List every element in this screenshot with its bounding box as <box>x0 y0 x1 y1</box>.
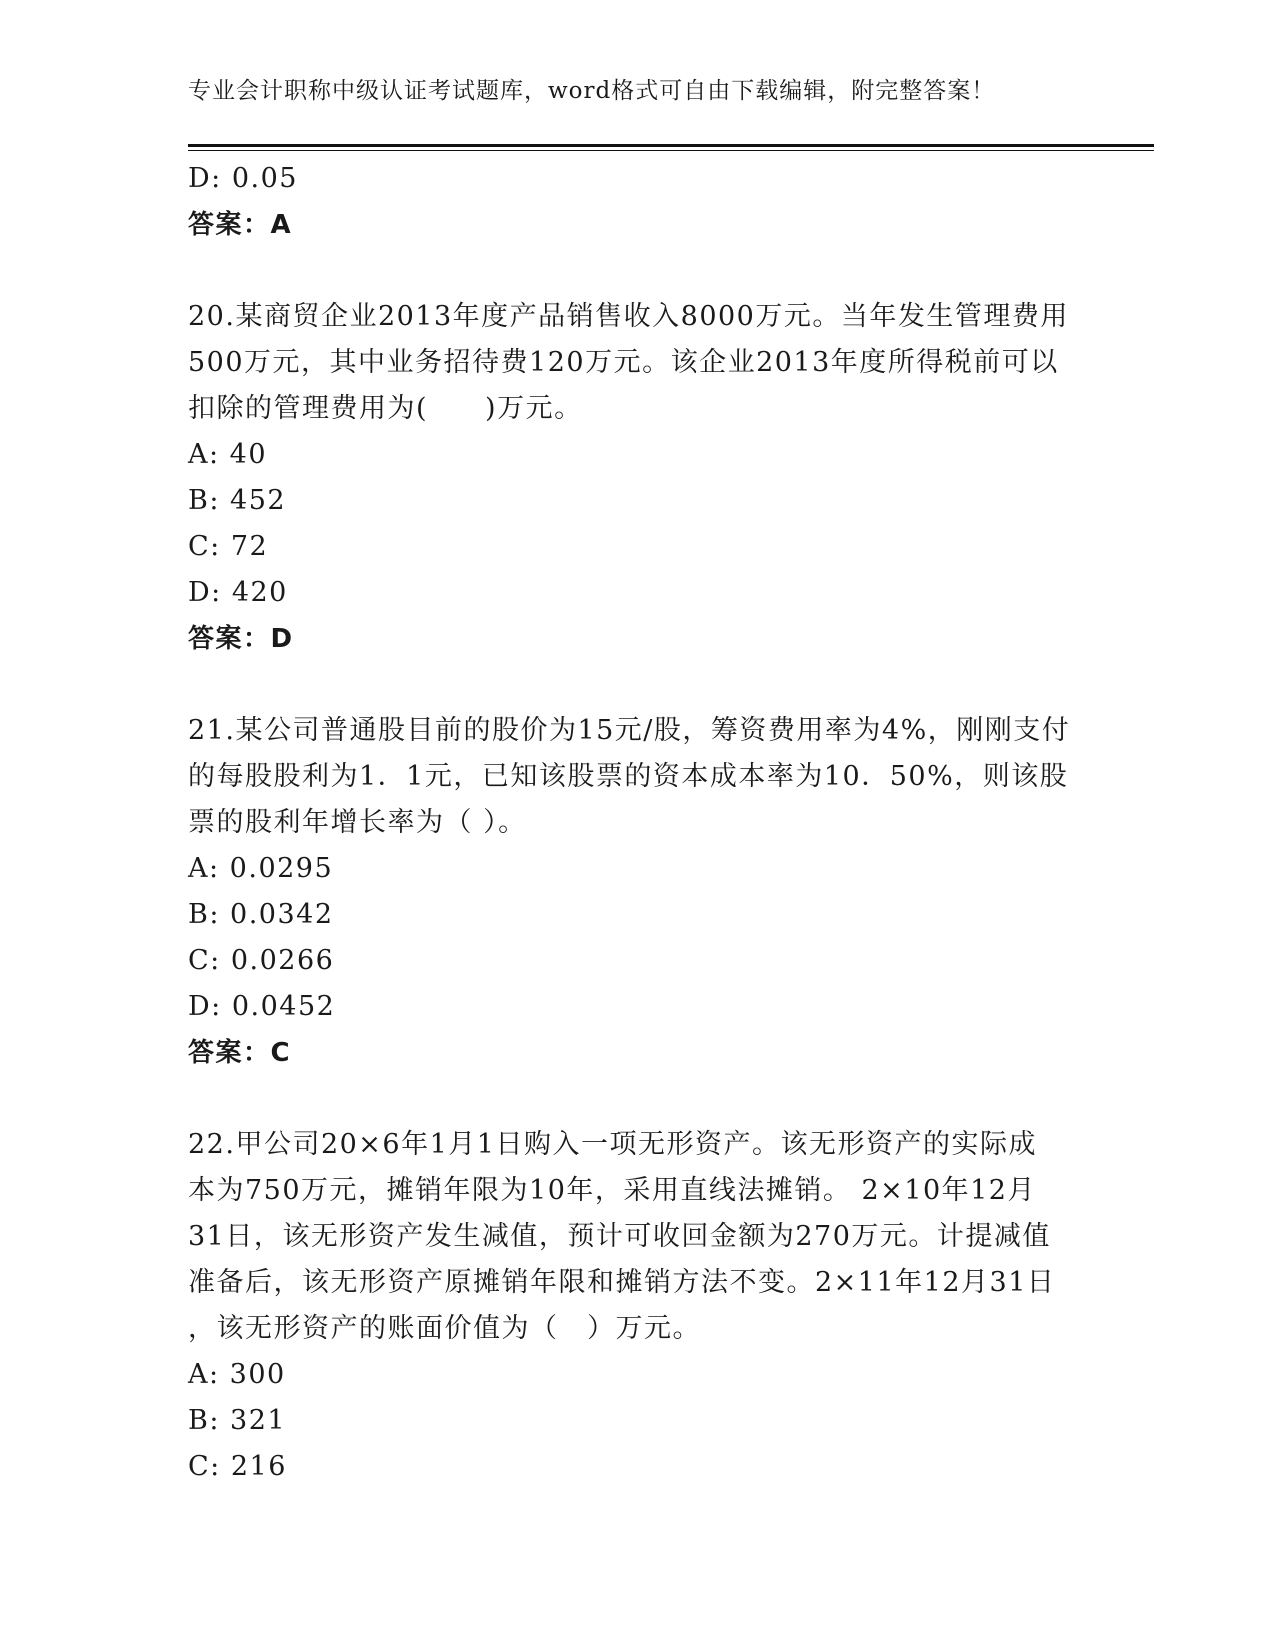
option-d: D: 420 <box>188 577 288 608</box>
answer-line: 答案：A <box>188 210 293 240</box>
question-text-line: 扣除的管理费用为( )万元。 <box>188 393 583 424</box>
document-body <box>188 156 1088 1490</box>
option-b: B: 452 <box>188 485 287 516</box>
question-20 <box>188 294 1088 662</box>
question-text-line: 票的股利年增长率为（ ）。 <box>188 807 527 838</box>
question-text-line: 31日，该无形资产发生减值，预计可收回金额为270万元。计提减值 <box>188 1221 1051 1252</box>
question-text-line: 21.某公司普通股目前的股价为15元/股，筹资费用率为4%，刚刚支付 <box>188 715 1071 746</box>
question-text-line: 22.甲公司20×6年1月1日购入一项无形资产。该无形资产的实际成 <box>188 1129 1037 1160</box>
prev-question <box>188 156 1088 248</box>
question-text-line: 500万元，其中业务招待费120万元。该企业2013年度所得税前可以 <box>188 347 1059 378</box>
option-a: A: 0.0295 <box>188 853 334 884</box>
question-text-line: 20.某商贸企业2013年度产品销售收入8000万元。当年发生管理费用 <box>188 301 1069 332</box>
option-a: A: 300 <box>188 1359 286 1390</box>
option-b: B: 321 <box>188 1405 287 1436</box>
header-divider <box>188 144 1154 147</box>
question-21 <box>188 708 1088 1076</box>
question-text-line: 本为750万元，摊销年限为10年，采用直线法摊销。 2×10年12月 <box>188 1175 1036 1206</box>
question-text-line: ，该无形资产的账面价值为（ ）万元。 <box>188 1313 701 1344</box>
option-a: A: 40 <box>188 439 268 470</box>
option-c: C: 0.0266 <box>188 945 335 976</box>
header-divider-thin <box>188 150 1154 151</box>
option-d: D: 0.0452 <box>188 991 336 1022</box>
question-text-line: 的每股股利为1．1元，已知该股票的资本成本率为10．50%，则该股 <box>188 761 1069 792</box>
option-b: B: 0.0342 <box>188 899 334 930</box>
page-header: 专业会计职称中级认证考试题库，word格式可自由下载编辑，附完整答案！ <box>188 78 996 104</box>
answer-line: 答案：D <box>188 624 294 654</box>
question-22 <box>188 1122 1088 1490</box>
answer-line: 答案：C <box>188 1038 292 1068</box>
option-c: C: 216 <box>188 1451 287 1482</box>
question-text-line: 准备后，该无形资产原摊销年限和摊销方法不变。2×11年12月31日 <box>188 1267 1056 1298</box>
option-d: D: 0.05 <box>188 163 298 194</box>
option-c: C: 72 <box>188 531 269 562</box>
